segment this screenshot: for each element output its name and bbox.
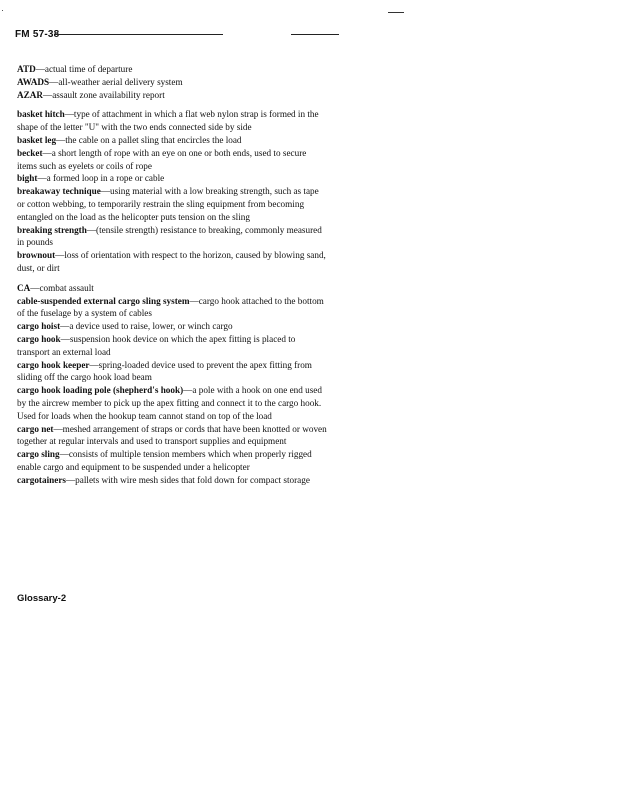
page-header [15,24,325,42]
manual-id: FM 57-38 [15,29,60,40]
glossary-definition: all-weather aerial delivery system [58,76,183,87]
glossary-term: cargo hook [17,333,61,344]
em-dash: — [30,282,40,293]
glossary-definition: pallets with wire mesh sides that fold down for compact storage [75,474,310,485]
glossary-term: becket [17,147,43,158]
em-dash: — [89,359,99,370]
group-spacer [17,101,327,108]
glossary-entry [17,63,327,76]
glossary-term: AZAR [17,89,44,100]
glossary-definition: meshed arrangement of straps or cords that have been knotted or woven together at regular intervals and used to transport supplies and equipment [17,423,327,447]
scan-speck [2,10,3,11]
glossary-definition: (tensile strength) resistance to breaking, commonly measured in pounds [17,224,322,248]
glossary-definition: a device used to raise, lower, or winch cargo [69,321,233,332]
glossary-term: cable-suspended external cargo sling system [17,295,190,306]
em-dash: — [55,250,65,261]
glossary-definition: combat assault [39,282,94,293]
page-number: Glossary-2 [17,593,67,604]
em-dash: — [37,173,47,184]
glossary-term: cargo hook loading pole (shepherd's hook) [17,385,184,396]
em-dash: — [60,321,70,332]
em-dash: — [59,449,69,460]
glossary-term: basket hitch [17,109,65,120]
glossary-definition: a formed loop in a rope or cable [46,173,165,184]
glossary-entry [17,76,327,89]
glossary-term: breakaway technique [17,186,101,197]
glossary-entry [17,249,327,275]
glossary-definition: loss of orientation with respect to the horizon, caused by blowing sand, dust, or dirt [17,250,326,273]
glossary-definition: spring-loaded device used to prevent the apex fitting from sliding off the cargo hook load beam [17,359,312,383]
em-dash: — [86,224,97,235]
glossary-entry [17,147,327,173]
glossary-entry [17,423,327,449]
glossary-entry [17,474,327,487]
em-dash: — [42,147,52,158]
em-dash: — [64,109,74,120]
glossary-term: brownout [17,250,56,261]
glossary-term: CA [17,282,31,293]
glossary-definition: cargo hook attached to the bottom of the fuselage by a system of cables [17,295,324,319]
glossary-definition: consists of multiple tension members which when properly rigged enable cargo and equipment to be suspended under a helicopter [17,449,312,472]
em-dash: — [35,64,45,74]
glossary-entry [17,224,327,250]
glossary-term: AWADS [17,76,50,87]
glossary-definition: a short length of rope with an eye on one or both ends, used to secure items such as eyelets or coils of rope [17,147,307,171]
glossary-entry [17,448,327,474]
glossary-definition: assault zone availability report [52,89,165,100]
glossary-definition: suspension hook device on which the apex fitting is placed to transport an external load [17,333,296,357]
glossary-entry [17,134,327,147]
glossary-definition: a pole with a hook on one end used by the aircrew member to pick up the apex fitting and connect it to the cargo hook. Used for loads when the hookup team cannot stand on top of the load [17,385,322,421]
glossary-term: cargo hoist [17,321,61,332]
glossary-entry [17,185,327,223]
glossary-entry [17,320,327,333]
glossary-term: cargo sling [17,449,60,460]
glossary-entry [17,282,327,295]
glossary-entry [17,172,327,185]
glossary-list [17,63,327,487]
glossary-entry [17,108,327,134]
glossary-entry [17,384,327,422]
em-dash: — [100,186,110,197]
header-rule-right [291,34,339,35]
glossary-term: cargo net [17,423,54,434]
group-spacer [17,275,327,282]
header-rule [55,34,223,35]
em-dash: — [49,76,59,87]
em-dash: — [60,333,70,344]
glossary-definition: the cable on a pallet sling that encircles the load [65,134,242,145]
em-dash: — [189,295,199,306]
em-dash: — [56,134,66,145]
glossary-definition: using material with a low breaking strength, such as tape or cotton webbing, to temporarily restrain the sling equipment from becoming entangled on the load as the helicopter puts tension on the sling [17,186,319,222]
em-dash: — [183,385,193,396]
em-dash: — [53,423,63,434]
glossary-term: bight [17,173,38,184]
glossary-definition: type of attachment in which a flat web nylon strap is formed in the shape of the letter "U" with the two ends connected side by side [17,109,319,133]
em-dash: — [65,474,76,485]
glossary-term: basket leg [17,134,57,145]
glossary-term: breaking strength [17,224,87,235]
em-dash: — [43,89,53,100]
glossary-term: cargotainers [17,474,66,485]
glossary-entry [17,333,327,359]
glossary-term: ATD [17,64,36,74]
glossary-entry [17,295,327,321]
glossary-term: cargo hook keeper [17,359,90,370]
glossary-definition: actual time of departure [44,64,133,74]
top-rule [388,12,404,13]
glossary-entry [17,359,327,385]
glossary-entry [17,89,327,102]
